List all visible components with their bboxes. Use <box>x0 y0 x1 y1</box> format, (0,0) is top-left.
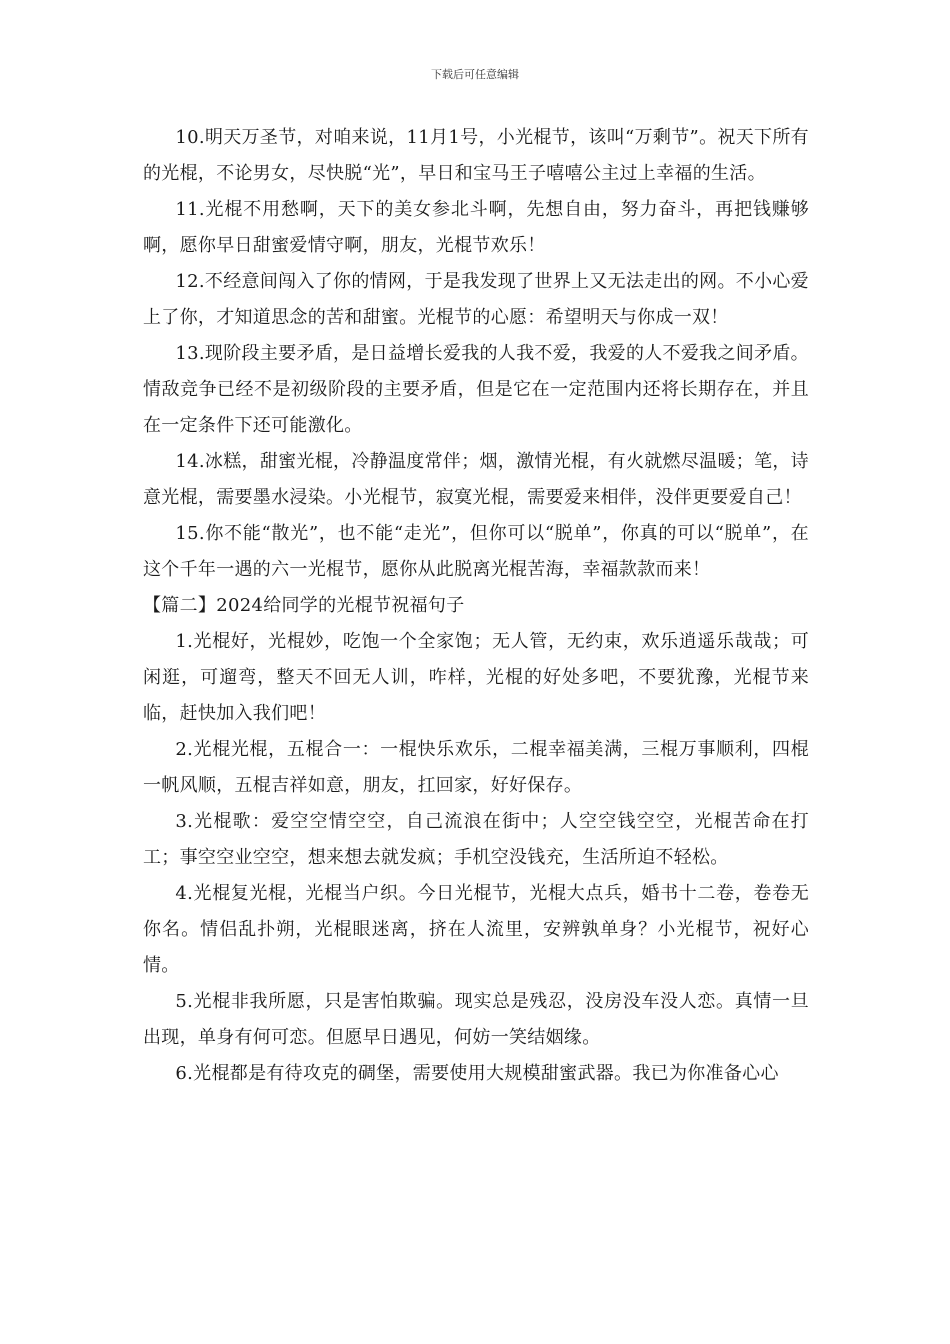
paragraph-s2-1: 1.光棍好，光棍妙，吃饱一个全家饱；无人管，无约束，欢乐逍遥乐哉哉；可闲逛，可遛弯，整天不回无人训，咋样，光棍的好处多吧，不要犹豫，光棍节来临，赶快加入我们吧！ <box>143 631 809 724</box>
paragraph-12: 12.不经意间闯入了你的情网，于是我发现了世界上又无法走出的网。不小心爱上了你，才知道思念的苦和甜蜜。光棍节的心愿：希望明天与你成一双！ <box>143 271 809 328</box>
paragraph-s2-4: 4.光棍复光棍，光棍当户织。今日光棍节，光棍大点兵，婚书十二卷，卷卷无你名。情侣乱扑朔，光棍眼迷离，挤在人流里，安辨孰单身？小光棍节，祝好心情。 <box>143 883 809 976</box>
paragraph-10: 10.明天万圣节，对咱来说，11月1号，小光棍节，该叫“万剩节”。祝天下所有的光棍，不论男女，尽快脱“光”，早日和宝马王子嘻嘻公主过上幸福的生活。 <box>143 127 809 184</box>
paragraph-s2-6: 6.光棍都是有待攻克的碉堡，需要使用大规模甜蜜武器。我已为你准备心心 <box>175 1063 779 1084</box>
paragraph-s2-2: 2.光棍光棍，五棍合一：一棍快乐欢乐，二棍幸福美满，三棍万事顺利，四棍一帆风顺，五棍吉祥如意，朋友，扛回家，好好保存。 <box>143 739 809 796</box>
section-title: 【篇二】2024给同学的光棍节祝福句子 <box>143 595 465 616</box>
paragraph-15: 15.你不能“散光”，也不能“走光”，但你可以“脱单”，你真的可以“脱单”，在这个千年一遇的六一光棍节，愿你从此脱离光棍苦海，幸福款款而来！ <box>143 523 809 580</box>
paragraph-14: 14.冰糕，甜蜜光棍，冷静温度常伴；烟，激情光棍，有火就燃尽温暖；笔，诗意光棍，需要墨水浸染。小光棍节，寂寞光棍，需要爱来相伴，没伴更要爱自己！ <box>143 451 809 508</box>
paragraph-11: 11.光棍不用愁啊，天下的美女参北斗啊，先想自由，努力奋斗，再把钱赚够啊，愿你早日甜蜜爱情守啊，朋友，光棍节欢乐！ <box>143 199 809 256</box>
paragraph-s2-3: 3.光棍歌：爱空空情空空，自己流浪在街中；人空空钱空空，光棍苦命在打工；事空空业空空，想来想去就发疯；手机空没钱充，生活所迫不轻松。 <box>143 811 809 868</box>
paragraph-s2-5: 5.光棍非我所愿，只是害怕欺骗。现实总是残忍，没房没车没人恋。真情一旦出现，单身有何可恋。但愿早日遇见，何妨一笑结姻缘。 <box>143 991 809 1048</box>
document-body <box>143 120 809 1092</box>
paragraph-13: 13.现阶段主要矛盾，是日益增长爱我的人我不爱，我爱的人不爱我之间矛盾。情敌竞争已经不是初级阶段的主要矛盾，但是它在一定范围内还将长期存在，并且在一定条件下还可能激化。 <box>143 343 809 436</box>
page-header: 下载后可任意编辑 <box>431 68 519 81</box>
